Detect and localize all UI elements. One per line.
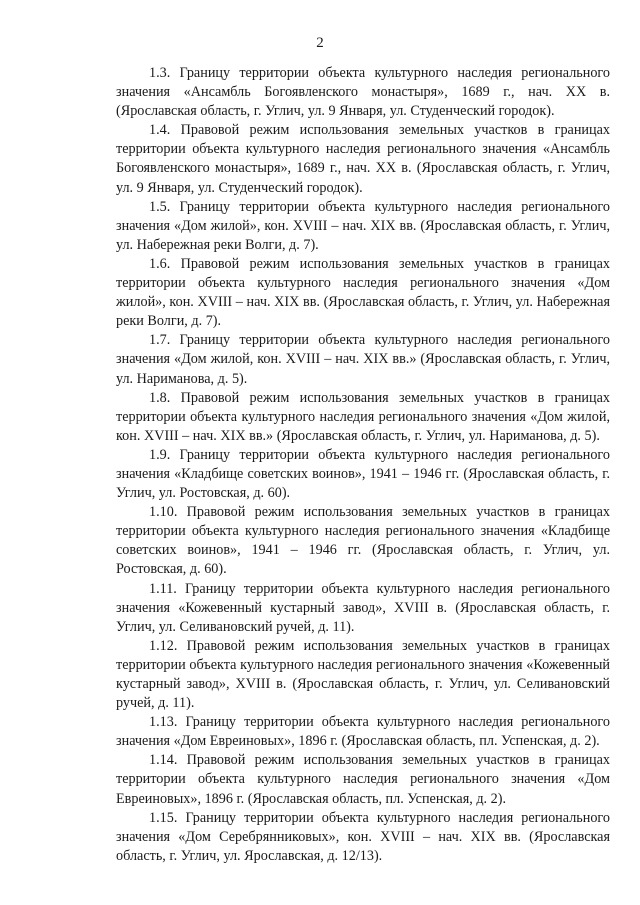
paragraph-1-3: 1.3. Границу территории объекта культурного наследия регионального значения «Ансамбль Богоявленского монастыря», 1689 г., нач. XX в. (Ярославская область, г. Углич, ул. 9 Января, ул. Студенческий городок). <box>116 65 610 120</box>
paragraph-1-10: 1.10. Правовой режим использования земельных участков в границах территории объекта культурного наследия регионального значения «Кладбище советских воинов», 1941 – 1946 гг. (Ярославская область, г. Углич, ул. Ростовская, д. 60). <box>116 504 610 578</box>
paragraph-1-12: 1.12. Правовой режим использования земельных участков в границах территории объекта культурного наследия регионального значения «Кожевенный кустарный завод», XVIII в. (Ярославская область, г. Углич, ул. Селивановский ручей, д. 11). <box>116 637 610 712</box>
paragraph-1-11: 1.11. Границу территории объекта культурного наследия регионального значения «Кожевенный кустарный завод», XVIII в. (Ярославская область, г. Углич, ул. Селивановский ручей, д. 11). <box>116 580 610 635</box>
paragraph-1-4: 1.4. Правовой режим использования земельных участков в границах территории объекта культурного наследия регионального значения «Ансамбль Богоявленского монастыря», 1689 г., нач. XX в. (Ярославская область, г. Углич, ул. 9 Января, ул. Студенческий городок). <box>116 122 610 196</box>
document-body <box>116 64 610 866</box>
paragraph-1-8: 1.8. Правовой режим использования земельных участков в границах территории объекта культурного наследия регионального значения «Дом жилой, кон. XVIII – нач. XIX вв.» (Ярославская область, г. Углич, ул. Нариманова, д. 5). <box>116 389 610 444</box>
paragraph-1-15: 1.15. Границу территории объекта культурного наследия регионального значения «Дом Серебрянниковых», кон. XVIII – нач. XIX вв. (Ярославская область, г. Углич, ул. Ярославская, д. 12/13). <box>116 809 610 864</box>
paragraph-1-6: 1.6. Правовой режим использования земельных участков в границах территории объекта культурного наследия регионального значения «Дом жилой», кон. XVIII – нач. XIX вв. (Ярославская область, г. Углич, ул. Набережная реки Волги, д. 7). <box>116 255 610 330</box>
paragraph-1-5: 1.5. Границу территории объекта культурного наследия регионального значения «Дом жилой», кон. XVIII – нач. XIX вв. (Ярославская область, г. Углич, ул. Набережная реки Волги, д. 7). <box>116 198 610 253</box>
paragraph-1-7: 1.7. Границу территории объекта культурного наследия регионального значения «Дом жилой, кон. XVIII – нач. XIX вв.» (Ярославская область, г. Углич, ул. Нариманова, д. 5). <box>116 332 610 387</box>
paragraph-1-14: 1.14. Правовой режим использования земельных участков в границах территории объекта культурного наследия регионального значения «Дом Евреиновых», 1896 г. (Ярославская область, пл. Успенская, д. 2). <box>116 752 610 807</box>
paragraph-1-9: 1.9. Границу территории объекта культурного наследия регионального значения «Кладбище советских воинов», 1941 – 1946 гг. (Ярославская область, г. Углич, ул. Ростовская, д. 60). <box>116 446 610 502</box>
paragraph-1-13: 1.13. Границу территории объекта культурного наследия регионального значения «Дом Евреиновых», 1896 г. (Ярославская область, пл. Успенская, д. 2). <box>116 714 610 750</box>
page-number: 2 <box>316 35 324 51</box>
